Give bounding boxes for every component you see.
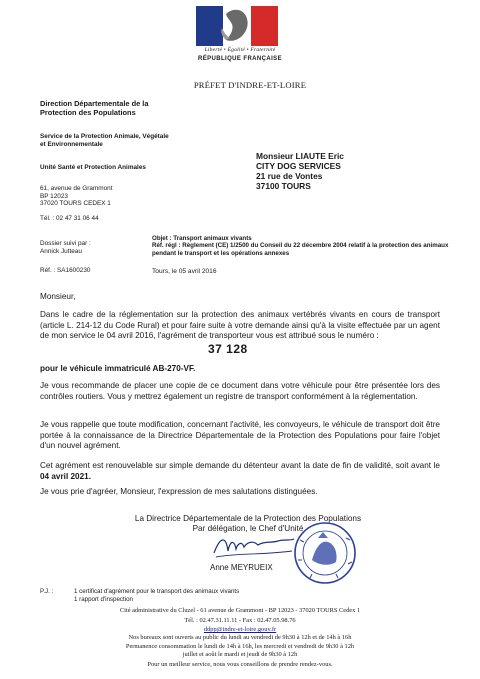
paragraph-closing: Je vous prie d'agréer, Monsieur, l'expression de mes salutations distinguées. [40, 487, 318, 496]
attachment-item: 1 rapport d'inspection [74, 596, 133, 603]
motto: Liberté • Égalité • Fraternité [204, 47, 276, 53]
followed-label: Dossier suivi par : [40, 240, 91, 247]
handwritten-signature [208, 531, 298, 563]
service-name: Service de la Protection Animale, Végétale et Environnementale [40, 133, 169, 148]
paragraph-renewal [40, 461, 440, 482]
signatory-role: La Directrice Départementale de la Protection des Populations [134, 514, 362, 523]
republic-label: RÉPUBLIQUE FRANÇAISE [197, 56, 282, 62]
footer-consumer-hours: Permanence consommation le lundi de 14h à 16h, les mercredi et vendredi de 9h30 à 12h [125, 643, 355, 650]
recipient-address [256, 151, 456, 191]
paragraph-modification: Je vous rappelle que toute modification, concernant l'activité, les convoyeurs, le véhicule de transport doit être portée à la connaissance de la Directrice Départementale de la Protection des Populations pour faire l'objet d'un nouvel agrément. [40, 420, 440, 451]
official-stamp [290, 520, 360, 586]
footer-email-link[interactable]: ddpp@indre-et-loire.gouv.fr [203, 626, 277, 633]
reference: Réf. : SA1600230 [40, 267, 91, 274]
address-line: 37020 TOURS CEDEX 1 [40, 200, 111, 208]
footer-phone: Tél. : 02.47.31.11.11 - Fax : 02.47.05.98.76 [184, 617, 296, 624]
regulation-reference: Réf. régl : Règlement (CE) 1/2500 du Conseil du 22 décembre 2004 relatif à la protection des animaux pendant le transport et les opérations annexes [152, 242, 449, 257]
letter-date: Tours, le 05 avril 2016 [152, 268, 217, 275]
address-line: 61, avenue de Grammont [40, 185, 113, 192]
attachments-label: P.J. : [40, 588, 54, 595]
footer-summer-hours: juillet et août le mardi et jeudi de 9h30 à 12h [182, 651, 298, 658]
signatory-delegation: Par délégation, le Chef d'Unité [192, 524, 304, 533]
recipient-name: Monsieur LIAUTE Eric [256, 151, 344, 161]
footer-appointment-note: Pour un meilleur service, nous vous conseillons de prendre rendez-vous. [147, 661, 333, 668]
paragraph-intro: Dans le cadre de la réglementation sur la protection des animaux vertébrés vivants en cours de transport (article L. 214-12 du Code Rural) et pour faire suite à votre demande ainsi qu'à la visite effectuée par un agent de mon service le 04 avril 2016, l'agrément de transporteur vous est attribué sous le numéro : [40, 310, 440, 341]
object-line: Objet : Transport animaux vivants [152, 235, 252, 242]
letter-object [152, 235, 452, 257]
renewal-date: 04 avril 2021. [40, 471, 91, 481]
footer-address: Cité administrative du Cluzel - 61 avenue de Grammont - BP 12023 - 37020 TOURS Cedex 1 [119, 607, 361, 614]
footer-hours: Nos bureaux sont ouverts au public du lundi au vendredi de 9h30 à 12h et de 14h à 16h [128, 634, 352, 641]
prefet-title: PRÉFET D'INDRE-ET-LOIRE [193, 80, 307, 90]
marianne-logo [196, 6, 278, 46]
attachments-list [74, 588, 239, 604]
address-line: BP 12023 [40, 192, 68, 200]
recipient-company: CITY DOG SERVICES [256, 161, 341, 171]
signatory-name: Anne MEYRUEIX [210, 563, 273, 572]
sender-address [40, 185, 170, 208]
recipient-city: 37100 TOURS [256, 181, 311, 191]
sender-phone: Tél. : 02 47 31 06 44 [40, 215, 99, 222]
followed-by [40, 240, 170, 255]
paragraph-copy: Je vous recommande de placer une copie de ce document dans votre véhicule pour être présentée lors des contrôles routiers. Vous y mettrez également un registre de transport conformément à la réglementation. [40, 381, 440, 401]
attachment-item: 1 certificat d'agrément pour le transport des animaux vivants [74, 588, 240, 595]
vehicle-line: pour le véhicule immatriculé AB-270-VF. [40, 364, 196, 373]
salutation: Monsieur, [40, 292, 76, 301]
direction-name: Direction Départementale de la Protection des Populations [40, 99, 149, 117]
approval-number: 37 128 [208, 342, 248, 356]
unit-name: Unité Santé et Protection Animales [40, 164, 146, 171]
followed-name: Annick Jutteau [40, 247, 82, 255]
renewal-text: Cet agrément est renouvelable sur simple demande du détenteur avant la date de fin de validité, soit avant le [40, 461, 440, 470]
recipient-street: 21 rue de Vontes [256, 171, 323, 181]
